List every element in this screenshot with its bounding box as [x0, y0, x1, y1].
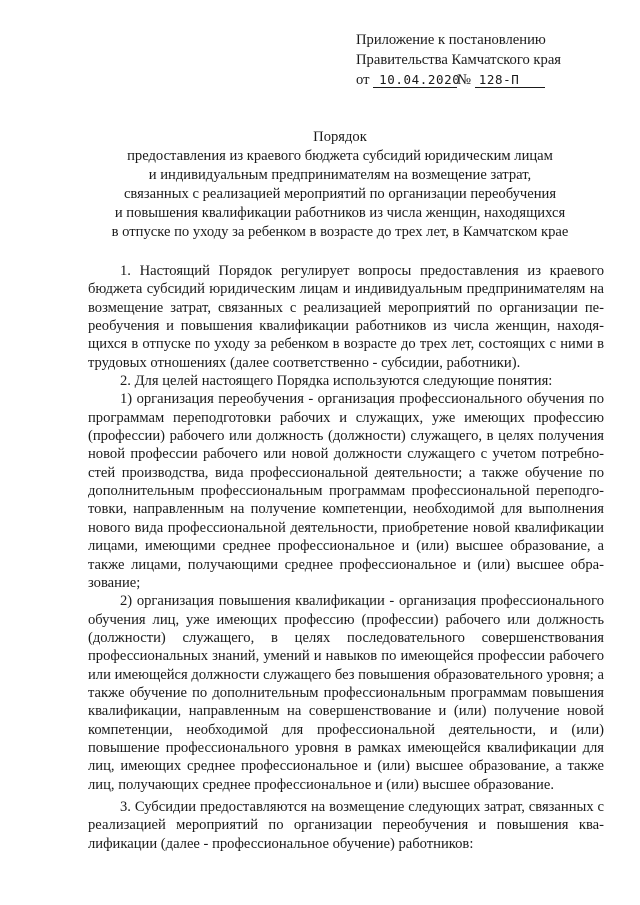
approval-date-line — [356, 70, 588, 90]
paragraph-2: 2. Для целей настоящего Порядка используются следующие понятия: — [120, 373, 553, 390]
title-line: и индивидуальным предпринимателям на возмещение затрат, — [148, 167, 532, 183]
paragraph-3: 3. Субсидии предоставляются на возмещение следующих затрат, связанных с реализацией мероприятий по организации переобучения и повышения квалификации (далее - профессиональное обучение) работников: — [88, 798, 604, 852]
title-heading: Порядок — [313, 129, 367, 145]
number-sign: № — [457, 72, 472, 88]
title-line: связанных с реализацией мероприятий по организации переобучения — [123, 186, 557, 202]
paragraph-2-item-1: 1) организация переобучения - организация профессионального обучения по программам переподготовки рабочих и служащих, уже имеющих профессию (профессии) рабочего или должность (должности) служащего, в целях получения новой профессии рабочего или новой должности служащего с учетом потребностей производства, вида профессиональной деятельности; а также обучение по дополнительным профессиональным программам профессиональной переподготовки, направленным на получение компетенции, необходимой для выполнения нового вида профессиональной деятельности, приобретение новой квалификации лицами, имеющими среднее профессиональное и (или) высшее образование, а также лицами, получающими среднее профессиональное и (или) высшее образование; — [88, 391, 604, 591]
title-line: и повышения квалификации работников из числа женщин, находящихся — [114, 205, 566, 221]
paragraph-1: 1. Настоящий Порядок регулирует вопросы предоставления из краевого бюджета субсидий юридическим лицам и индивидуальным предпринимателям на возмещение затрат, связанных с реализацией мероприятий по организации переобучения и повышения квалификации работников из числа женщин, находящихся в отпуске по уходу за ребенком в возрасте до трех лет, состоящих с ними в трудовых отношениях (далее соответственно - субсидии, работники). — [88, 263, 604, 371]
approval-line-2: Правительства Камчатского края — [356, 52, 562, 68]
document-body — [88, 262, 604, 853]
document-title — [60, 128, 620, 242]
approval-header — [356, 30, 588, 90]
resolution-date: 10.04.2020 — [373, 72, 457, 88]
from-prefix: от — [356, 72, 370, 88]
title-line: в отпуске по уходу за ребенком в возрасте до трех лет, в Камчатском крае — [111, 224, 569, 240]
title-line: предоставления из краевого бюджета субсидий юридическим лицам — [127, 148, 553, 164]
paragraph-2-item-2: 2) организация повышения квалификации - организация профессионального обучения лиц, уже имеющих профессию (профессии) рабочего или должность (должности) служащего, в целях последовательного совершенствования профессиональных знаний, умений и навыков по имеющейся профессии рабочего или имеющейся должности служащего без повышения образовательного уровня; а также обучение по дополнительным профессиональным программам повышения квалификации, направленным на совершенствование и (или) получение новой компетенции, необходимой для профессиональной деятельности, и (или) повышение профессионального уровня в рамках имеющейся квалификации для лиц, имеющих среднее профессиональное и (или) высшее образование, а также лиц, получающих среднее профессиональное и (или) высшее образование. — [88, 593, 604, 793]
resolution-number: 128-П — [475, 72, 545, 88]
approval-line-1: Приложение к постановлению — [356, 32, 546, 48]
